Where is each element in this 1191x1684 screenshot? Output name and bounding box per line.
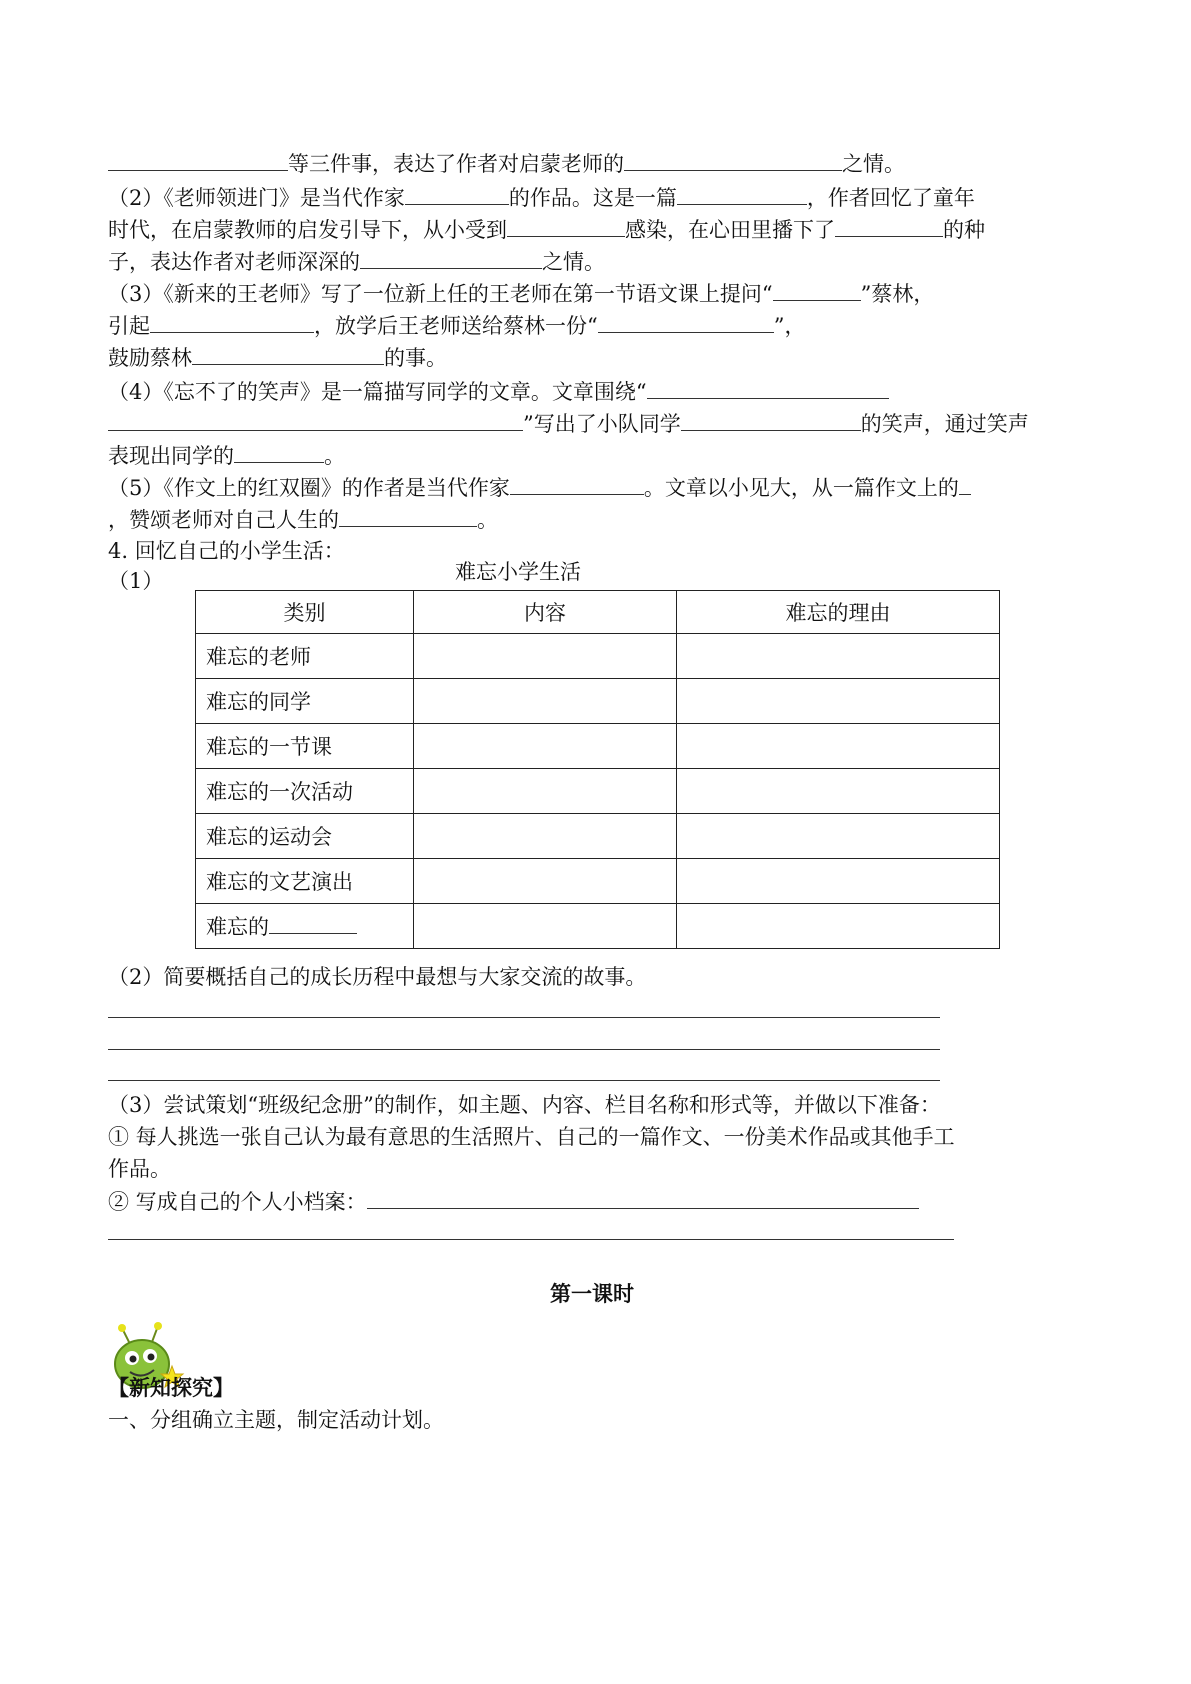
table-title: 难忘小学生活	[455, 560, 581, 584]
blank[interactable]	[150, 310, 314, 333]
blank[interactable]	[677, 182, 807, 205]
blank[interactable]	[510, 472, 644, 495]
header-content: 内容	[414, 591, 677, 634]
blank[interactable]	[624, 148, 842, 171]
q4-sub1: （1）	[108, 569, 164, 593]
lesson-title: 第一课时	[550, 1282, 634, 1306]
new-knowledge-heading: 【新知探究】	[108, 1376, 234, 1400]
q4-heading: 4. 回忆自己的小学生活：	[108, 539, 345, 563]
reason-cell[interactable]	[677, 814, 1000, 859]
reason-cell[interactable]	[677, 904, 1000, 949]
row-label: 难忘的文艺演出	[196, 859, 414, 904]
row-label: 难忘的运动会	[196, 814, 414, 859]
table-row	[196, 904, 1000, 949]
reason-cell[interactable]	[677, 859, 1000, 904]
blank[interactable]	[367, 1186, 919, 1209]
row-label: 难忘的一次活动	[196, 769, 414, 814]
q3-p2-line3: 子，表达作者对老师深深的 之情。	[108, 246, 605, 277]
content-cell[interactable]	[414, 859, 677, 904]
content-cell[interactable]	[414, 724, 677, 769]
table-header-row	[196, 591, 1000, 634]
blank[interactable]	[269, 911, 357, 934]
table-row	[196, 634, 1000, 679]
q4-item2: ② 写成自己的个人小档案：	[108, 1186, 919, 1217]
content-cell[interactable]	[414, 904, 677, 949]
blank[interactable]	[598, 310, 774, 333]
q3-p4-line2: ”写出了小队同学 的笑声，通过笑声	[108, 408, 1029, 439]
row-label: 难忘的老师	[196, 634, 414, 679]
q3-p5-line2: ，赞颂老师对自己人生的 。	[108, 504, 498, 535]
blank[interactable]	[405, 182, 509, 205]
q3-p4-line1: （4）《忘不了的笑声》是一篇描写同学的文章。文章围绕“	[108, 376, 889, 407]
table-row	[196, 859, 1000, 904]
answer-line[interactable]	[108, 1080, 940, 1081]
q3-p3-line3: 鼓励蔡林 的事。	[108, 342, 447, 373]
q3-p3-line1: （3）《新来的王老师》写了一位新上任的王老师在第一节语文课上提问“ ”蔡林，	[108, 278, 934, 309]
q4-sub3: （3）尝试策划“班级纪念册”的制作，如主题、内容、栏目名称和形式等，并做以下准备：	[108, 1093, 941, 1117]
content-cell[interactable]	[414, 634, 677, 679]
content-cell[interactable]	[414, 679, 677, 724]
q4-sub2: （2）简要概括自己的成长历程中最想与大家交流的故事。	[108, 965, 647, 989]
blank[interactable]	[835, 214, 943, 237]
reason-cell[interactable]	[677, 724, 1000, 769]
blank[interactable]	[339, 504, 477, 527]
row-label: 难忘的同学	[196, 679, 414, 724]
blank[interactable]	[192, 342, 384, 365]
table-row	[196, 724, 1000, 769]
answer-line[interactable]	[108, 1049, 940, 1050]
header-reason: 难忘的理由	[677, 591, 1000, 634]
q4-item1-line1: ① 每人挑选一张自己认为最有意思的生活照片、自己的一篇作文、一份美术作品或其他手工	[108, 1125, 955, 1149]
row-label: 难忘的	[196, 904, 414, 949]
blank[interactable]	[507, 214, 625, 237]
content-cell[interactable]	[414, 814, 677, 859]
blank[interactable]	[360, 246, 542, 269]
memory-table	[195, 590, 1000, 949]
q4-item1-line2: 作品。	[108, 1157, 171, 1181]
table-row	[196, 679, 1000, 724]
q3-p5-line1: （5）《作文上的红双圈》的作者是当代作家 。文章以小见大，从一篇作文上的	[108, 472, 971, 503]
table-row	[196, 814, 1000, 859]
blank[interactable]	[681, 408, 861, 431]
q3-line1: 等三件事，表达了作者对启蒙老师的 之情。	[108, 148, 905, 179]
header-category: 类别	[196, 591, 414, 634]
blank[interactable]	[959, 472, 971, 495]
blank[interactable]	[108, 408, 523, 431]
blank[interactable]	[108, 148, 288, 171]
blank[interactable]	[234, 440, 324, 463]
reason-cell[interactable]	[677, 679, 1000, 724]
answer-line[interactable]	[108, 1239, 954, 1240]
content-cell[interactable]	[414, 769, 677, 814]
reason-cell[interactable]	[677, 634, 1000, 679]
row-label: 难忘的一节课	[196, 724, 414, 769]
q3-p2-line1: （2）《老师领进门》是当代作家 的作品。这是一篇 ，作者回忆了童年	[108, 182, 975, 213]
answer-line[interactable]	[108, 1017, 940, 1018]
table-row	[196, 769, 1000, 814]
q3-p2-line2: 时代，在启蒙教师的启发引导下，从小受到 感染，在心田里播下了 的种	[108, 214, 985, 245]
q3-p3-line2: 引起 ，放学后王老师送给蔡林一份“ ”，	[108, 310, 806, 341]
blank[interactable]	[647, 376, 889, 399]
step1-text: 一、分组确立主题，制定活动计划。	[108, 1408, 444, 1432]
blank[interactable]	[773, 278, 861, 301]
q3-p4-line3: 表现出同学的 。	[108, 440, 345, 471]
reason-cell[interactable]	[677, 769, 1000, 814]
